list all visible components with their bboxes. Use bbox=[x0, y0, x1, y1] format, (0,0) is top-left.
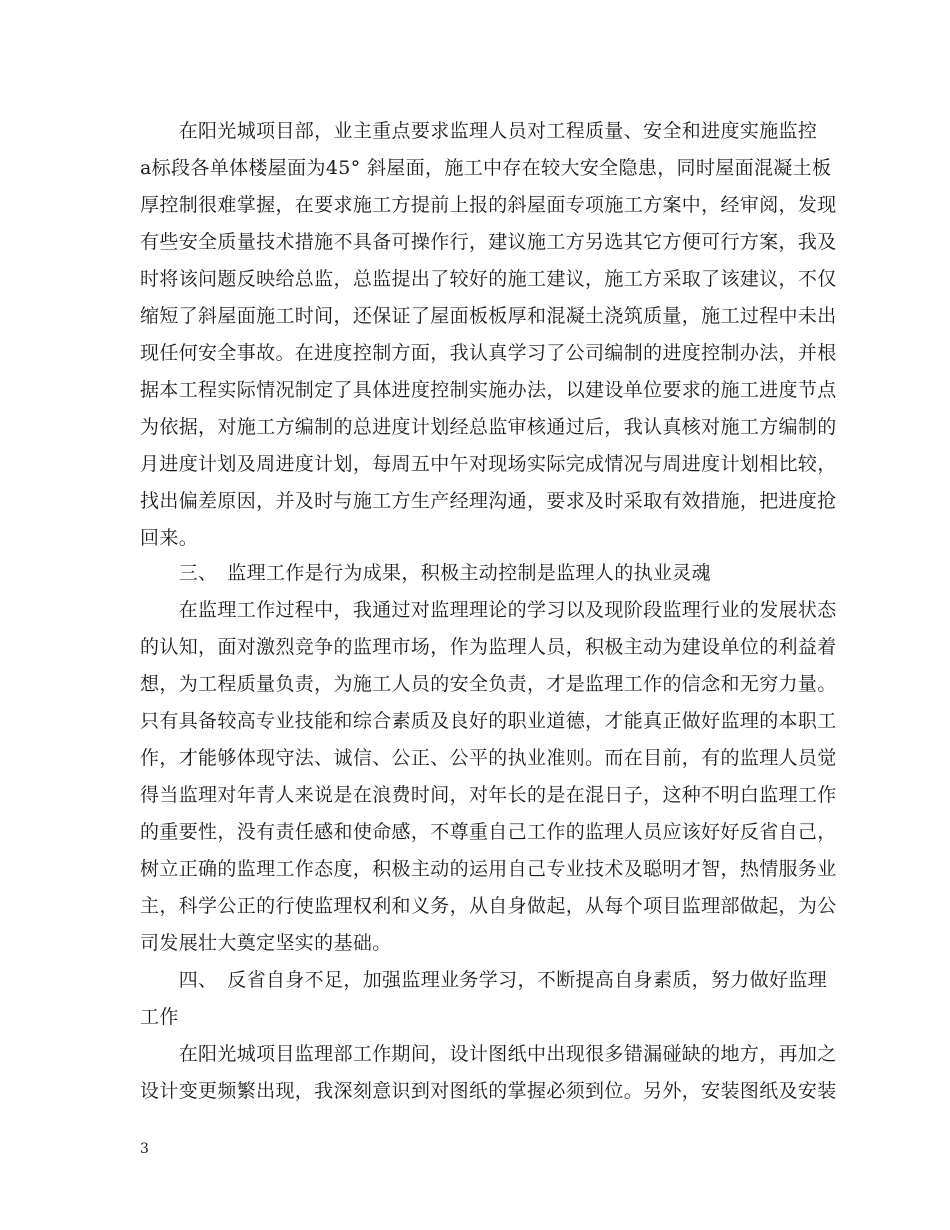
section-heading: 三、 监理工作是行为成果，积极主动控制是监理人的执业灵魂 bbox=[140, 562, 712, 584]
text-line: 有些安全质量技术措施不具备可操作行，建议施工方另选其它方便可行方案，我及 bbox=[140, 231, 837, 253]
text-line: 为依据，对施工方编制的总进度计划经总监审核通过后，我认真核对施工方编制的 bbox=[140, 416, 837, 438]
text-line: 只有具备较高专业技能和综合素质及良好的职业道德，才能真正做好监理的本职工 bbox=[140, 710, 837, 732]
text-line: 缩短了斜屋面施工时间，还保证了屋面板板厚和混凝土浇筑质量，施工过程中未出 bbox=[140, 305, 837, 327]
text-line: 的认知，面对激烈竞争的监理市场，作为监理人员，积极主动为建设单位的利益着 bbox=[140, 636, 837, 658]
text-line: 厚控制很难掌握，在要求施工方提前上报的斜屋面专项施工方案中，经审阅，发现 bbox=[140, 194, 837, 216]
text-line: 司发展壮大奠定坚实的基础。 bbox=[140, 932, 392, 954]
text-line: 回来。 bbox=[140, 527, 199, 549]
text-line: 月进度计划及周进度计划，每周五中午对现场实际完成情况与周进度计划相比较， bbox=[140, 453, 837, 475]
text-line: 现任何安全事故。在进度控制方面，我认真学习了公司编制的进度控制办法，并根 bbox=[140, 342, 837, 364]
text-line: 的重要性，没有责任感和使命感，不尊重自己工作的监理人员应该好好反省自己， bbox=[140, 821, 837, 843]
text-line: 作，才能够体现守法、诚信、公正、公平的执业准则。而在目前，有的监理人员觉 bbox=[140, 747, 837, 769]
text-line: 在监理工作过程中，我通过对监理理论的学习以及现阶段监理行业的发展状态 bbox=[140, 599, 837, 621]
text-line: 在阳光城项目部，业主重点要求监理人员对工程质量、安全和进度实施监控 bbox=[140, 120, 818, 142]
text-line: 树立正确的监理工作态度，积极主动的运用自己专业技术及聪明才智，热情服务业 bbox=[140, 858, 837, 880]
text-line: 主，科学公正的行使监理权利和义务，从自身做起，从每个项目监理部做起，为公 bbox=[140, 895, 837, 917]
text-line: 时将该问题反映给总监，总监提出了较好的施工建议，施工方采取了该建议，不仅 bbox=[140, 268, 837, 290]
text-line: a标段各单体楼屋面为45° 斜屋面，施工中存在较大安全隐患，同时屋面混凝土板 bbox=[140, 157, 832, 179]
text-line: 设计变更频繁出现，我深刻意识到对图纸的掌握必须到位。另外，安装图纸及安装 bbox=[140, 1080, 837, 1102]
section-heading: 四、 反省自身不足，加强监理业务学习，不断提高自身素质，努力做好监理 bbox=[140, 969, 828, 991]
text-line: 在阳光城项目监理部工作期间，设计图纸中出现很多错漏碰缺的地方，再加之 bbox=[140, 1043, 837, 1065]
text-line: 找出偏差原因，并及时与施工方生产经理沟通，要求及时采取有效措施，把进度抢 bbox=[140, 490, 837, 512]
text-line: 想，为工程质量负责，为施工人员的安全负责，才是监理工作的信念和无穷力量。 bbox=[140, 673, 837, 695]
text-line: 得当监理对年青人来说是在浪费时间，对年长的是在混日子，这种不明白监理工作 bbox=[140, 784, 837, 806]
page-number: 3 bbox=[140, 1141, 149, 1157]
section-heading-continued: 工作 bbox=[140, 1006, 179, 1028]
text-line: 据本工程实际情况制定了具体进度控制实施办法，以建设单位要求的施工进度节点 bbox=[140, 379, 837, 401]
